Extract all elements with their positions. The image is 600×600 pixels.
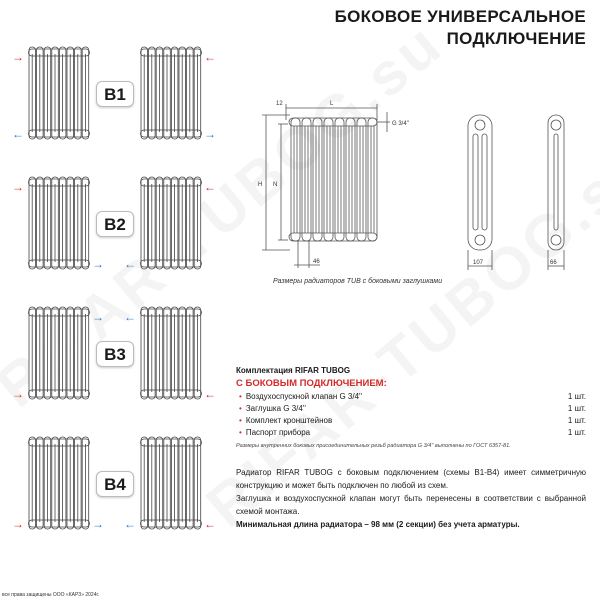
- bullet-icon: •: [239, 404, 242, 413]
- radiator-icon: [28, 46, 90, 145]
- supply-arrow-icon: →: [12, 517, 24, 531]
- return-arrow-icon: ←: [12, 127, 24, 141]
- scheme-label: B2: [96, 211, 134, 237]
- kit-item-name: Воздухоспускной клапан G 3/4'': [245, 392, 363, 401]
- title-line-2: ПОДКЛЮЧЕНИЕ: [446, 29, 586, 48]
- return-arrow-icon: ←: [124, 257, 136, 271]
- kit-item: [236, 392, 586, 401]
- description-p3: Минимальная длина радиатора – 98 мм (2 секции) без учета арматуры.: [236, 520, 520, 529]
- dim-H: H: [258, 182, 263, 188]
- scheme-b1: [0, 46, 230, 146]
- kit-item-name: Паспорт прибора: [245, 428, 311, 437]
- radiator-icon: [140, 176, 202, 275]
- radiator-icon: [28, 436, 90, 535]
- scheme-label: B4: [96, 471, 134, 497]
- radiator-icon: [140, 46, 202, 145]
- kit-item-qty: 1 шт.: [567, 416, 586, 425]
- radiator-side-view-3-tube: [468, 115, 492, 270]
- description-p1: Радиатор RIFAR TUBOG с боковым подключением (схемы B1-B4) имеет симметричную конструкцию и может быть подключен по любой из схем.: [236, 468, 586, 490]
- return-arrow-icon: ←: [124, 517, 136, 531]
- kit-item-name: Комплект кронштейнов: [245, 416, 333, 425]
- bullet-icon: •: [239, 392, 242, 401]
- drawing-caption: Размеры радиаторов TUB с боковыми заглушками: [273, 278, 443, 285]
- scheme-b2: [0, 176, 230, 276]
- kit-note: Размеры внутренних боковых присоединительных резьб радиатора G 3/4'' выполнены по ГОСТ 6357-81.: [236, 443, 511, 449]
- supply-arrow-icon: →: [12, 180, 24, 194]
- supply-arrow-icon: →: [12, 50, 24, 64]
- kit-heading: Комплектация RIFAR TUBOG: [236, 366, 351, 375]
- radiator-side-view-2-tube: [548, 115, 564, 270]
- scheme-b3: [0, 306, 230, 406]
- radiator-front-view: [262, 104, 390, 268]
- kit-item-qty: 1 шт.: [567, 392, 586, 401]
- dim-107: 107: [473, 260, 484, 266]
- kit-item: [236, 428, 586, 437]
- scheme-label: B3: [96, 341, 134, 367]
- description-p2: Заглушка и воздухоспускной клапан могут быть перенесены в соответствии с выбранной схемой монтажа.: [236, 494, 586, 516]
- bullet-icon: •: [239, 428, 242, 437]
- dimension-drawing: [250, 90, 600, 290]
- dim-66: 66: [550, 260, 557, 266]
- radiator-icon: [140, 306, 202, 405]
- kit-subheading: С БОКОВЫМ ПОДКЛЮЧЕНИЕМ:: [236, 378, 387, 389]
- kit-item-name: Заглушка G 3/4'': [245, 404, 306, 413]
- return-arrow-icon: →: [204, 127, 216, 141]
- radiator-icon: [28, 176, 90, 275]
- scheme-label: B1: [96, 81, 134, 107]
- radiator-icon: [28, 306, 90, 405]
- dim-N: N: [273, 182, 278, 188]
- return-arrow-icon: →: [92, 517, 104, 531]
- return-arrow-icon: →: [92, 257, 104, 271]
- thread-label: G 3/4'': [392, 121, 409, 127]
- page-title: [335, 6, 586, 50]
- kit-item: [236, 416, 586, 425]
- bullet-icon: •: [239, 416, 242, 425]
- kit-item: [236, 404, 586, 413]
- kit-item-qty: 1 шт.: [567, 404, 586, 413]
- dim-L: L: [330, 101, 334, 107]
- title-line-1: БОКОВОЕ УНИВЕРСАЛЬНОЕ: [334, 7, 586, 26]
- dim-12: 12: [276, 101, 283, 107]
- description: [236, 466, 586, 531]
- dim-46: 46: [313, 259, 320, 265]
- supply-arrow-icon: ←: [204, 180, 216, 194]
- supply-arrow-icon: ←: [204, 387, 216, 401]
- kit-item-qty: 1 шт.: [567, 428, 586, 437]
- scheme-b4: [0, 436, 230, 536]
- return-arrow-icon: ←: [124, 310, 136, 324]
- supply-arrow-icon: ←: [204, 50, 216, 64]
- kit-section: [236, 366, 586, 449]
- return-arrow-icon: →: [92, 310, 104, 324]
- radiator-icon: [140, 436, 202, 535]
- supply-arrow-icon: ←: [204, 517, 216, 531]
- copyright: все права защищены ООО «КАРЗ» 2024г.: [2, 592, 100, 598]
- supply-arrow-icon: →: [12, 387, 24, 401]
